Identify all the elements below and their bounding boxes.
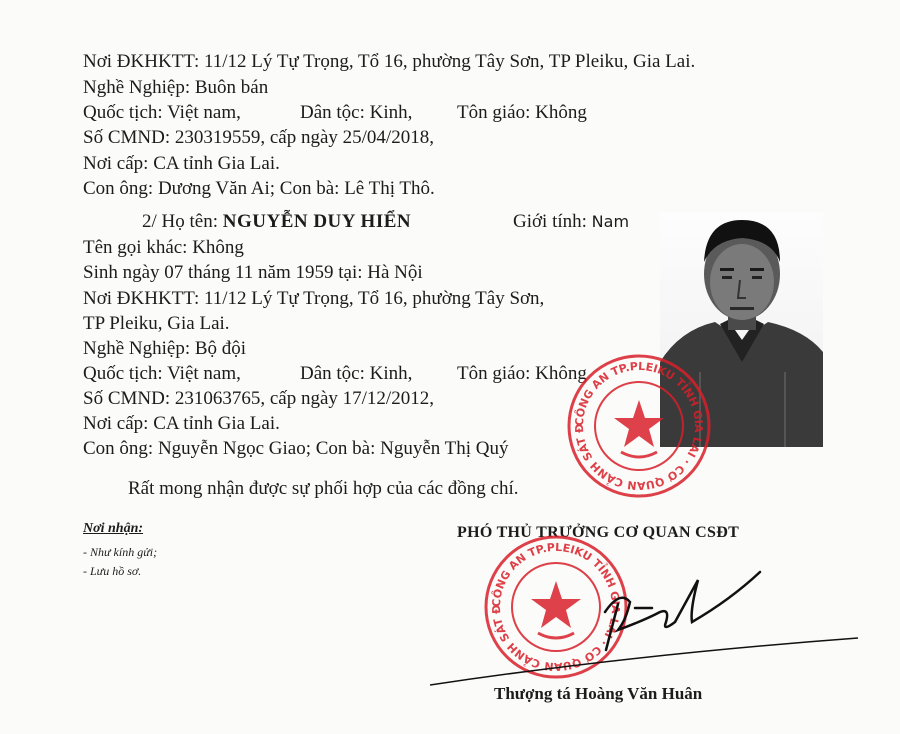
official-seal-photo [565,352,713,505]
person1-religion: Tôn giáo: Không [457,102,587,123]
person1-id-card: Số CMND: 230319559, cấp ngày 25/04/2018, [83,127,434,148]
person1-occupation: Nghề Nghiệp: Buôn bán [83,77,269,98]
person2-name: NGUYỄN DUY HIỂN [222,211,412,232]
person1-issued-by: Nơi cấp: CA tỉnh Gia Lai. [83,153,280,174]
seal-ring-text: CÔNG AN TP.PLEIKU TỈNH GIA LAI · CƠ QUAN CẢNH SÁT Đ [489,540,623,674]
person2-religion: Tôn giáo: Không [457,363,587,384]
person2-gender: Nam [591,212,630,231]
person2-residence-2: TP Pleiku, Gia Lai. [83,313,230,334]
person2-nationality: Quốc tịch: Việt nam, [83,363,241,384]
person2-alias: Tên gọi khác: Không [83,237,244,258]
person2-occupation: Nghề Nghiệp: Bộ đội [83,338,247,359]
recipient-item: - Lưu hồ sơ. [83,564,142,578]
person2-heading [142,211,411,233]
person2-gender-row [513,211,629,233]
signature-title: PHÓ THỦ TRƯỞNG CƠ QUAN CSĐT [457,524,740,541]
recipients-label: Nơi nhận: [83,521,144,536]
person1-residence: Nơi ĐKHKTT: 11/12 Lý Tự Trọng, Tổ 16, phường Tây Sơn, TP Pleiku, Gia Lai. [83,51,696,72]
signer-name: Thượng tá Hoàng Văn Huân [494,684,703,703]
handwritten-signature [430,560,870,695]
person2-residence-1: Nơi ĐKHKTT: 11/12 Lý Tự Trọng, Tổ 16, phường Tây Sơn, [83,288,545,309]
closing-sentence: Rất mong nhận được sự phối hợp của các đồng chí. [128,478,519,499]
person1-parents: Con ông: Dương Văn Ai; Con bà: Lê Thị Thô. [83,178,435,199]
person2-birth: Sinh ngày 07 tháng 11 năm 1959 tại: Hà Nội [83,262,423,283]
seal-ring-text: CÔNG AN TP.PLEIKU TỈNH GIA LAI · CƠ QUAN CẢNH SÁT Đ [572,359,706,493]
person2-ethnicity: Dân tộc: Kinh, [300,363,413,384]
person1-nationality: Quốc tịch: Việt nam, [83,102,241,123]
person2-gender-label: Giới tính: [513,211,587,232]
person1-ethnicity: Dân tộc: Kinh, [300,102,413,123]
person2-parents: Con ông: Nguyễn Ngọc Giao; Con bà: Nguyễn Thị Quý [83,438,509,459]
person2-index-label: 2/ Họ tên: [142,211,218,232]
person2-issued-by: Nơi cấp: CA tỉnh Gia Lai. [83,413,280,434]
person2-id-card: Số CMND: 231063765, cấp ngày 17/12/2012, [83,388,434,409]
recipient-item: - Như kính gửi; [83,545,158,559]
